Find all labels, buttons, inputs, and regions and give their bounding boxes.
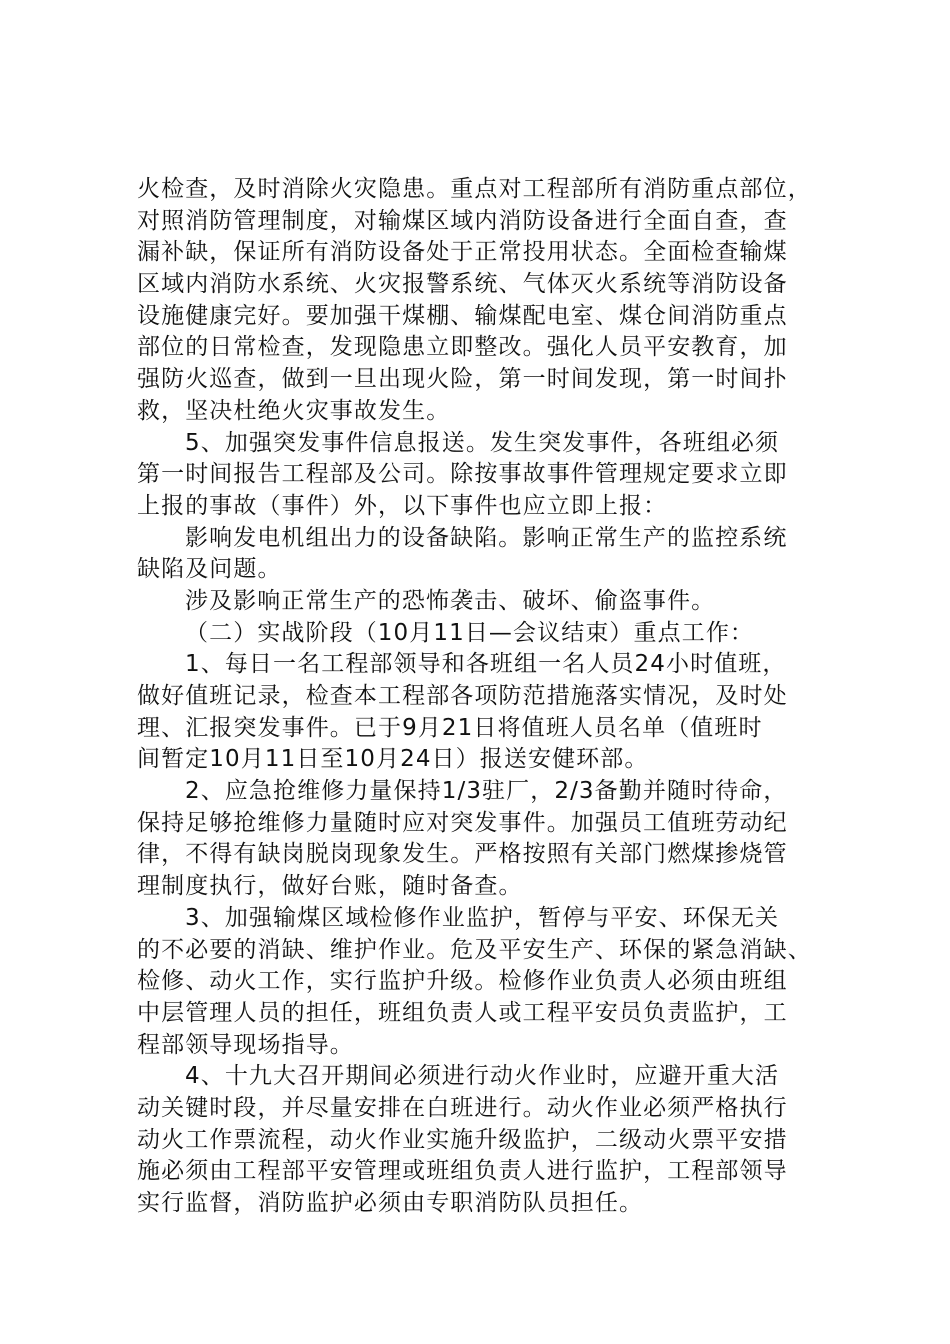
text-line: 检修、动火工作，实行监护升级。检修作业负责人必须由班组 (137, 968, 788, 995)
text-line: 3、加强输煤区域检修作业监护，暂停与平安、环保无关 (185, 904, 780, 931)
text-line: 间暂定10月11日至10月24日）报送安健环部。 (137, 746, 649, 773)
text-line: 火检查，及时消除火灾隐患。重点对工程部所有消防重点部位， (137, 176, 812, 202)
text-line: 保持足够抢维修力量随时应对突发事件。加强员工值班劳动纪 (137, 809, 788, 836)
text-line: 对照消防管理制度，对输煤区域内消防设备进行全面自查，查 (137, 207, 788, 234)
text-line: 上报的事故（事件）外，以下事件也应立即上报： (137, 492, 668, 519)
text-line: 区域内消防水系统、火灾报警系统、气体灭火系统等消防设备 (137, 271, 788, 298)
text-line: 施必须由工程部平安管理或班组负责人进行监护，工程部领导 (137, 1158, 788, 1185)
text-line: 漏补缺，保证所有消防设备处于正常投用状态。全面检查输煤 (137, 239, 788, 266)
document-body (137, 174, 827, 1220)
text-line: 涉及影响正常生产的恐怖袭击、破坏、偷盗事件。 (185, 587, 716, 614)
text-line: 理、汇报突发事件。已于9月21日将值班人员名单（值班时 (137, 714, 763, 741)
text-line: 动关键时段，并尽量安排在白班进行。动火作业必须严格执行 (137, 1094, 788, 1121)
text-line: 1、每日一名工程部领导和各班组一名人员24小时值班， (185, 651, 787, 678)
text-line: 律，不得有缺岗脱岗现象发生。严格按照有关部门燃煤掺烧管 (137, 841, 788, 868)
text-line: 理制度执行，做好台账，随时备查。 (137, 873, 523, 900)
text-line: 2、应急抢维修力量保持1/3驻厂，2/3备勤并随时待命， (185, 778, 788, 805)
text-line: 的不必要的消缺、维护作业。危及平安生产、环保的紧急消缺、 (137, 936, 812, 963)
text-line: 5、加强突发事件信息报送。发生突发事件，各班组必须 (185, 429, 780, 456)
text-line: 动火工作票流程，动火作业实施升级监护，二级动火票平安措 (137, 1126, 788, 1153)
text-line: 救，坚决杜绝火灾事故发生。 (137, 397, 451, 424)
text-line: 程部领导现场指导。 (137, 1031, 354, 1058)
text-line: 第一时间报告工程部及公司。除按事故事件管理规定要求立即 (137, 461, 788, 488)
text-line: 4、十九大召开期间必须进行动火作业时，应避开重大活 (185, 1063, 780, 1090)
text-line: 中层管理人员的担任，班组负责人或工程平安员负责监护，工 (137, 999, 788, 1026)
text-line: （二）实战阶段（10月11日—会议结束）重点工作： (185, 619, 755, 646)
text-line: 影响发电机组出力的设备缺陷。影响正常生产的监控系统 (185, 524, 788, 551)
text-line: 做好值班记录，检查本工程部各项防范措施落实情况，及时处 (137, 683, 788, 709)
text-line: 实行监督，消防监护必须由专职消防队员担任。 (137, 1190, 644, 1216)
text-line: 部位的日常检查，发现隐患立即整改。强化人员平安教育，加 (137, 334, 788, 361)
text-line: 缺陷及问题。 (137, 556, 282, 583)
text-line: 强防火巡查，做到一旦出现火险，第一时间发现，第一时间扑 (137, 366, 788, 393)
text-line: 设施健康完好。要加强干煤棚、输煤配电室、煤仓间消防重点 (137, 302, 788, 329)
